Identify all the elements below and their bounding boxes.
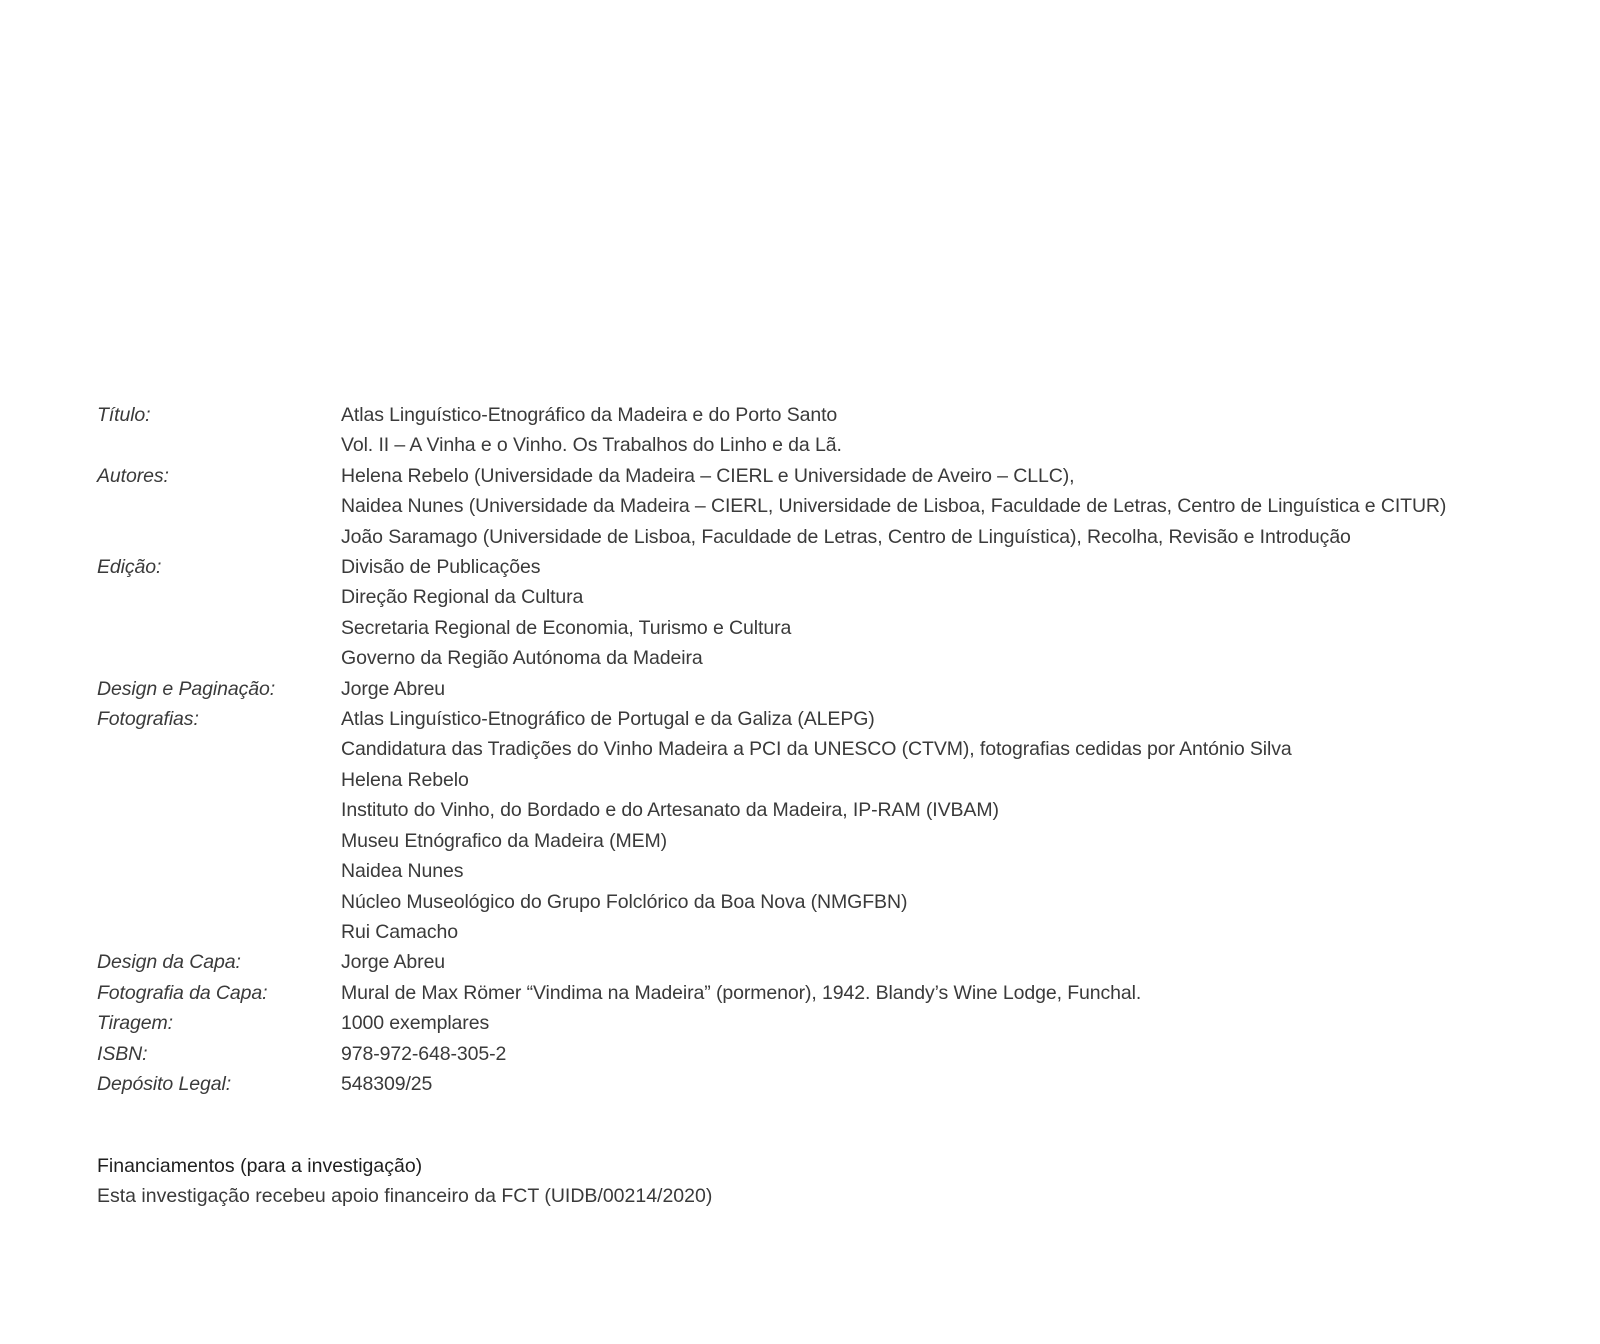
entry-values — [341, 400, 1557, 461]
entry-value: Governo da Região Autónoma da Madeira — [341, 647, 703, 670]
entry-values — [341, 1008, 1557, 1038]
colophon — [97, 400, 1557, 1099]
entry-deposito-legal — [97, 1069, 1557, 1099]
entry-values — [341, 461, 1557, 552]
entry-label: Design e Paginação: — [97, 677, 276, 700]
entry-value: 548309/25 — [341, 1072, 433, 1095]
funding-text: Esta investigação recebeu apoio financeiro da FCT (UIDB/00214/2020) — [97, 1185, 713, 1208]
entry-autores — [97, 461, 1557, 552]
funding-section — [97, 1151, 712, 1212]
entry-value: Instituto do Vinho, do Bordado e do Artesanato da Madeira, IP-RAM (IVBAM) — [341, 799, 999, 822]
entry-label: Design da Capa: — [97, 951, 241, 974]
entry-label: Fotografias: — [97, 708, 199, 731]
entry-label: Autores: — [97, 464, 169, 487]
entry-values — [341, 704, 1557, 947]
entry-values — [341, 947, 1557, 977]
entry-value: 978-972-648-305-2 — [341, 1042, 507, 1065]
entry-values — [341, 1039, 1557, 1069]
entry-value: Secretaria Regional de Economia, Turismo e Cultura — [341, 616, 792, 639]
entry-values — [341, 552, 1557, 674]
entry-label: Fotografia da Capa: — [97, 981, 268, 1004]
entry-value: Naidea Nunes — [341, 860, 464, 883]
entry-value: Mural de Max Römer “Vindima na Madeira” (pormenor), 1942. Blandy’s Wine Lodge, Funchal. — [341, 981, 1142, 1004]
entry-values — [341, 1069, 1557, 1099]
entry-value: Divisão de Publicações — [341, 556, 541, 579]
entry-value: João Saramago (Universidade de Lisboa, Faculdade de Letras, Centro de Linguística), Recolha, Revisão e Introdução — [341, 525, 1351, 548]
entry-value: Naidea Nunes (Universidade da Madeira – CIERL, Universidade de Lisboa, Faculdade de Letras, Centro de Linguística e CITUR) — [341, 495, 1447, 518]
entry-label: Depósito Legal: — [97, 1072, 232, 1095]
entry-tiragem — [97, 1008, 1557, 1038]
entry-value: Direção Regional da Cultura — [341, 586, 584, 609]
entry-value: Jorge Abreu — [341, 951, 446, 974]
entry-design-paginacao — [97, 674, 1557, 704]
entry-value: Atlas Linguístico-Etnográfico de Portugal e da Galiza (ALEPG) — [341, 708, 875, 731]
entry-edicao — [97, 552, 1557, 674]
entry-value: Helena Rebelo (Universidade da Madeira – CIERL e Universidade de Aveiro – CLLC), — [341, 464, 1075, 487]
entry-values — [341, 978, 1557, 1008]
funding-title: Financiamentos (para a investigação) — [97, 1155, 423, 1177]
entry-value: Museu Etnógrafico da Madeira (MEM) — [341, 829, 668, 852]
entry-value: 1000 exemplares — [341, 1012, 490, 1035]
entry-value: Rui Camacho — [341, 920, 459, 943]
entry-fotografias — [97, 704, 1557, 947]
entry-isbn — [97, 1039, 1557, 1069]
entry-design-capa — [97, 947, 1557, 977]
entry-values — [341, 674, 1557, 704]
entry-label: Edição: — [97, 556, 162, 579]
entry-value: Atlas Linguístico-Etnográfico da Madeira e do Porto Santo — [341, 404, 838, 426]
entry-fotografia-capa — [97, 978, 1557, 1008]
entry-value: Candidatura das Tradições do Vinho Madeira a PCI da UNESCO (CTVM), fotografias cedidas por António Silva — [341, 738, 1292, 761]
entry-value: Vol. II – A Vinha e o Vinho. Os Trabalhos do Linho e da Lã. — [341, 434, 842, 457]
entry-label: Tiragem: — [97, 1012, 173, 1035]
entry-value: Jorge Abreu — [341, 677, 446, 700]
entry-titulo — [97, 400, 1557, 461]
entry-label: Título: — [97, 404, 151, 426]
entry-label: ISBN: — [97, 1042, 148, 1065]
entry-value: Núcleo Museológico do Grupo Folclórico da Boa Nova (NMGFBN) — [341, 890, 908, 913]
entry-value: Helena Rebelo — [341, 768, 469, 791]
